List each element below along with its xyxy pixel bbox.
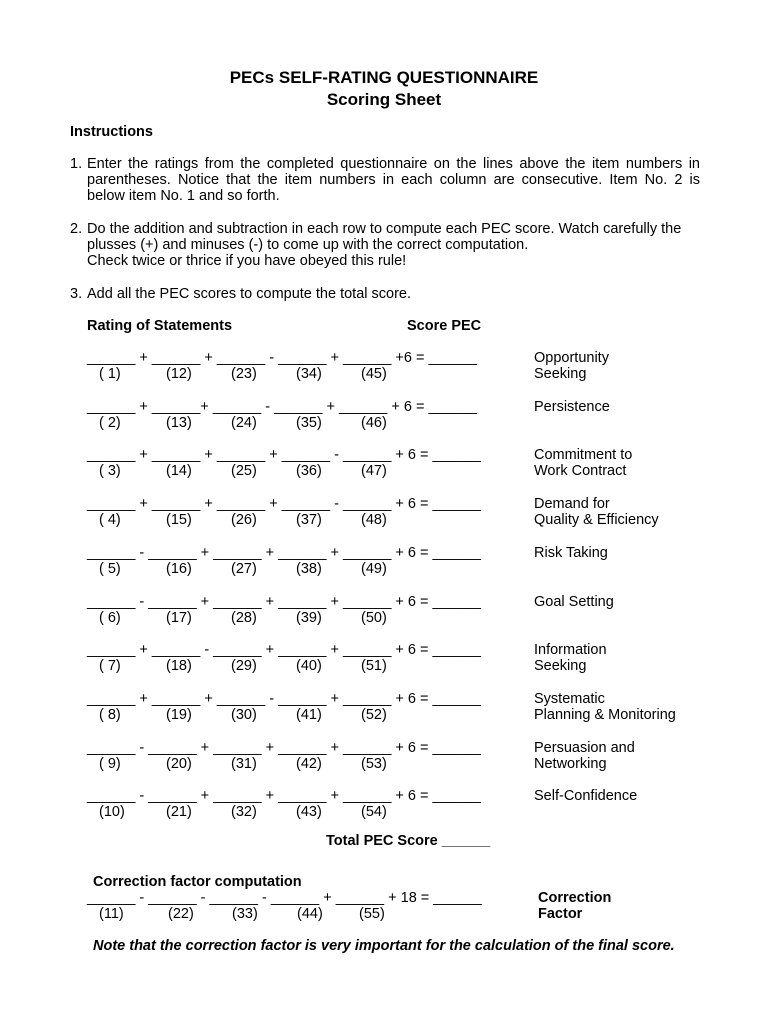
item-number: (42) [296,755,322,772]
item-number: (48) [361,512,387,529]
pec-item-numbers [0,707,520,725]
item-number: ( 9) [99,755,121,772]
pec-item-numbers [0,512,520,530]
label-line: Work Contract [534,463,627,480]
item-number: (35) [296,414,322,431]
rating-of-statements-header: Rating of Statements [87,318,233,334]
label-line: Demand for [534,496,610,513]
document-title: PECs SELF-RATING QUESTIONNAIRE [229,68,539,87]
item-number: (16) [166,560,192,577]
label-line: Opportunity [534,350,609,366]
instruction-number: 1. [70,156,83,172]
item-number: (50) [361,609,387,626]
item-number: (13) [166,414,192,431]
pec-label [534,350,609,382]
item-number: (54) [361,804,387,821]
correction-factor-label [538,890,611,922]
instructions-heading: Instructions [70,124,153,140]
item-number: (14) [166,463,192,480]
item-number: (24) [231,414,257,431]
item-number: (11) [99,906,124,922]
item-number: (33) [232,906,258,922]
label-line: Correction [538,890,612,906]
item-number: (46) [361,414,387,431]
item-number: (22) [168,906,194,922]
item-number: ( 4) [99,512,121,529]
instruction-line: Do the addition and subtraction in each row to compute each PEC score. Watch carefully the [87,221,682,237]
item-number: (38) [296,560,322,577]
item-number: (29) [231,658,257,675]
pec-formula: ______ + ______+ ______ - ______ + ______ + 6 = ______ [87,398,477,415]
label-line: Networking [534,755,607,772]
label-line: Seeking [534,366,587,382]
item-number: ( 5) [99,560,121,577]
pec-item-numbers [0,804,520,822]
item-number: ( 6) [99,609,121,626]
correction-item-numbers [0,906,520,924]
correction-note: Note that the correction factor is very important for the calculation of the final score. [93,938,675,954]
instruction-number: 2. [70,221,83,237]
item-number: (31) [231,755,257,772]
pec-formula: ______ - ______ + ______ + ______ + ______ + 6 = ______ [87,788,481,805]
item-number: ( 1) [99,366,121,382]
label-line: Systematic [534,690,605,707]
item-number: (18) [166,658,192,675]
item-number: (55) [359,906,385,922]
label-line: Risk Taking [534,544,608,561]
item-number: (43) [296,804,322,821]
pec-row [0,740,768,780]
label-line: Self-Confidence [534,788,638,805]
label-line: Persuasion and [534,739,635,756]
label-line: Seeking [534,658,587,675]
pec-formula: ______ + ______ + ______ - ______ + ______ + 6 = ______ [87,690,481,707]
label-line: Persistence [534,398,610,415]
correction-factor-heading: Correction factor computation [93,874,302,890]
pec-item-numbers [0,415,520,433]
instruction-line: Enter the ratings from the completed questionnaire on the lines above the item numbers in [87,156,700,172]
instruction-line: parentheses. Notice that the item numbers in each column are consecutive. Item No. 2 is [87,172,700,188]
pec-formula: ______ + ______ - ______ + ______ + ______ + 6 = ______ [87,642,481,659]
item-number: ( 2) [99,414,121,431]
instruction-line: Add all the PEC scores to compute the total score. [87,286,411,302]
correction-formula: ______ - ______ - ______ - ______ + ______ + 18 = ______ [87,890,482,906]
item-number: (41) [296,706,322,723]
score-pec-header: Score PEC [407,318,482,334]
pec-item-numbers [0,658,520,676]
item-number: (26) [231,512,257,529]
document-subtitle: Scoring Sheet [326,90,442,109]
pec-row [0,691,768,731]
label-line: Commitment to [534,447,633,464]
item-number: (20) [166,755,192,772]
pec-item-numbers [0,366,520,384]
pec-item-numbers [0,610,520,628]
item-number: (47) [361,463,387,480]
pec-label [534,740,635,772]
pec-formula: ______ + ______ + ______ - ______ + ______ +6 = ______ [87,350,477,366]
item-number: (53) [361,755,387,772]
item-number: (44) [297,906,323,922]
item-number: (52) [361,706,387,723]
item-number: (23) [231,366,257,382]
pec-row [0,399,768,439]
item-number: (19) [166,706,192,723]
instruction-item-1 [70,156,700,204]
item-number: (45) [361,366,387,382]
pec-label [534,691,676,723]
pec-label [534,447,632,479]
item-number: (51) [361,658,387,675]
pec-formula: ______ - ______ + ______ + ______ + ______ + 6 = ______ [87,593,481,610]
pec-row [0,545,768,585]
item-number: (10) [99,804,125,821]
pec-item-numbers [0,463,520,481]
instruction-number: 3. [70,286,83,302]
pec-formula: ______ - ______ + ______ + ______ + ______ + 6 = ______ [87,544,481,561]
instruction-item-3 [70,286,700,302]
item-number: (49) [361,560,387,577]
item-number: (32) [231,804,257,821]
pec-row [0,642,768,682]
label-line: Factor [538,906,583,922]
pec-label [534,788,637,804]
item-number: (39) [296,609,322,626]
pec-label [534,545,608,561]
pec-formula: ______ - ______ + ______ + ______ + ______ + 6 = ______ [87,739,481,756]
item-number: ( 8) [99,706,121,723]
pec-item-numbers [0,756,520,774]
pec-label [534,399,610,415]
item-number: (25) [231,463,257,480]
pec-row [0,496,768,536]
pec-row [0,788,768,828]
item-number: (34) [296,366,322,382]
item-number: (40) [296,658,322,675]
pec-row [0,594,768,634]
instruction-line: plusses (+) and minuses (-) to come up with the correct computation. [87,237,529,253]
pec-row [0,447,768,487]
pec-label [534,496,659,528]
correction-factor-row [0,890,768,930]
item-number: ( 3) [99,463,121,480]
item-number: (12) [166,366,192,382]
item-number: (36) [296,463,322,480]
item-number: (27) [231,560,257,577]
instruction-line: below item No. 1 and so forth. [87,188,280,204]
item-number: ( 7) [99,658,121,675]
item-number: (17) [166,609,192,626]
pec-label [534,642,607,674]
item-number: (15) [166,512,192,529]
pec-label [534,594,614,610]
instruction-item-2 [70,221,700,269]
item-number: (37) [296,512,322,529]
item-number: (30) [231,706,257,723]
label-line: Goal Setting [534,593,614,610]
label-line: Quality & Efficiency [534,512,659,529]
pec-item-numbers [0,561,520,579]
item-number: (21) [166,804,192,821]
label-line: Information [534,642,607,659]
pec-formula: ______ + ______ + ______ + ______ - ______ + 6 = ______ [87,447,481,464]
item-number: (28) [231,609,257,626]
instruction-line: Check twice or thrice if you have obeyed this rule! [87,253,407,269]
label-line: Planning & Monitoring [534,706,676,723]
pec-row [0,350,768,390]
total-pec-score: Total PEC Score ______ [326,833,491,849]
pec-formula: ______ + ______ + ______ + ______ - ______ + 6 = ______ [87,496,481,513]
